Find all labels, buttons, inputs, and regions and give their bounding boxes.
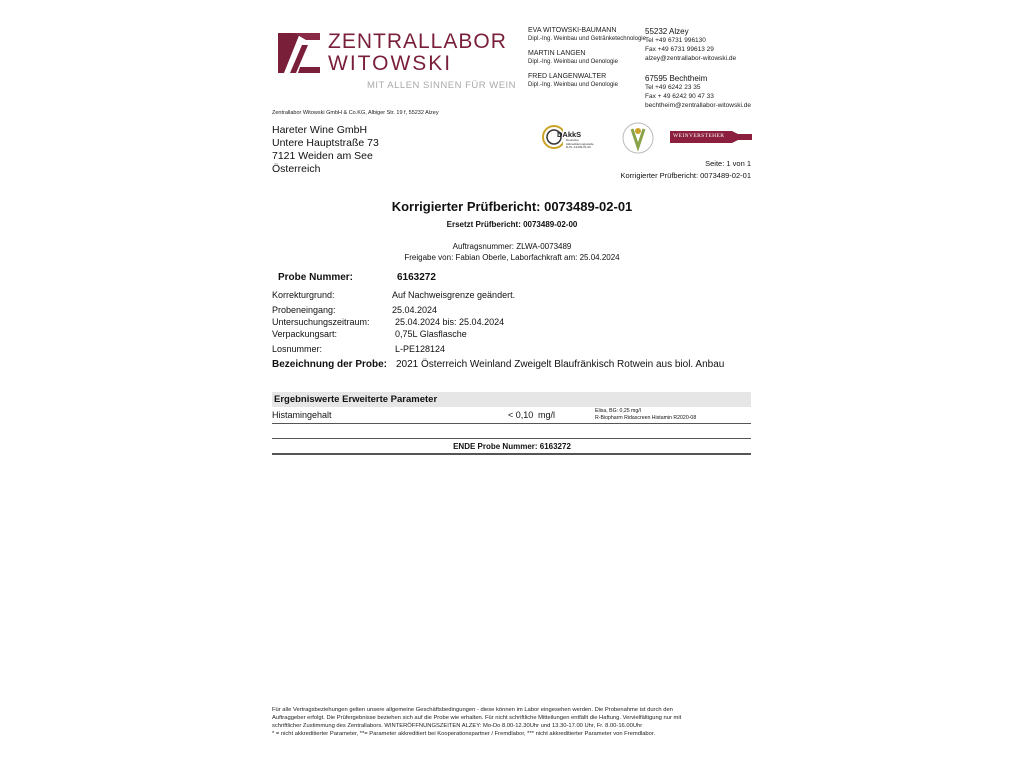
alzey-fax: Fax +49 6731 99613 29 [645,46,714,53]
weinversteher-label: WEINVERSTEHER [673,133,725,139]
zentrallabor-logo-icon [276,31,322,75]
sample-number-label: Probe Nummer: [278,272,354,283]
parameter-method [595,408,696,421]
dakks-label: DAkkS [557,130,582,139]
sample-receipt-label: Probeneingang: [272,305,336,315]
parameter-name: Histamingehalt [272,410,332,420]
sender-address-line: Zentrallabor Witowski GmbH & Co.KG, Albiger Str. 19 f, 55232 Alzey [272,110,439,116]
bechtheim-tel: Tel +49 6242 23 35 [645,84,701,91]
order-number: Auftragsnummer: ZLWA-0073489 [452,242,572,251]
test-period-value: 25.04.2024 bis: 25.04.2024 [395,317,505,327]
page-number: Seite: 1 von 1 [705,159,751,168]
results-divider [272,423,751,424]
designation-label: Bezeichnung der Probe: [272,359,388,370]
parameter-value: < 0,10 [508,410,534,420]
lot-number-value: L-PE128124 [395,344,446,354]
method-line-2: R-Biopharm Ridascreen Histamin R2020-08 [595,414,697,421]
end-top-divider [272,438,751,439]
correction-reason-label: Korrekturgrund: [272,290,335,300]
parameter-unit: mg/l [538,410,556,420]
footer-line-4: * = nicht akkreditierter Parameter, **= Parameter akkreditiert bei Kooperationspartner / Fremdlabor, *** nicht akkreditierter Parameter von Fremdlabor. [272,731,656,737]
logo-tagline: MIT ALLEN SINNEN FÜR WEIN [367,80,517,91]
person-name-1: EVA WITOWSKI-BAUMANN [528,27,617,34]
dakks-sub-3: D-PL-14439-01-00 [566,145,591,149]
wine-seal-icon [620,121,656,155]
person-title-3: Dipl.-Ing. Weinbau und Oenologie [528,82,618,88]
person-name-3: FRED LANGENWALTER [528,73,607,80]
recipient-line-4: Österreich [272,163,321,175]
footer-line-1: Für alle Vertragsbeziehungen gelten unsere allgemeine Geschäftsbedingungen - diese können im Labor eingesehen werden. Die Probenahme ist durch den [272,707,673,713]
recipient-line-1: Hareter Wine GmbH [272,124,368,136]
dakks-subtext [566,139,594,150]
dakks-logo [541,124,601,154]
sample-number-value: 6163272 [397,272,436,283]
footer-line-2: Auftraggeber erfolgt. Die Prüfergebnisse beziehen sich auf die Probe wie erhalten. Für nicht schriftliche Mitteilungen entfällt die Haftung. Vervielfältigung nur mit [272,715,682,721]
dakks-sub-2: Akkreditierungsstelle [566,141,594,146]
recipient-line-3: 7121 Weiden am See [272,150,373,162]
sample-receipt-value: 25.04.2024 [392,305,438,315]
end-bottom-divider [272,453,751,455]
person-title-1: Dipl.-Ing. Weinbau und Getränketechnologie [528,36,646,42]
release-info: Freigabe von: Fabian Oberle, Laborfachkraft am: 25.04.2024 [404,253,620,262]
person-name-2: MARTIN LANGEN [528,50,586,57]
alzey-tel: Tel +49 6731 996130 [645,37,706,44]
results-section-title: Ergebniswerte Erweiterte Parameter [274,394,438,405]
logo-title-line2: WITOWSKI [328,52,453,75]
packaging-value: 0,75L Glasflasche [395,329,467,339]
weinversteher-logo [670,129,752,145]
bechtheim-fax: Fax + 49 6242 90 47 33 [645,93,714,100]
designation-value: 2021 Österreich Weinland Zweigelt Blaufränkisch Rotwein aus biol. Anbau [396,359,725,370]
recipient-address [272,124,379,176]
replaces-report: Ersetzt Prüfbericht: 0073489-02-00 [446,220,578,229]
logo-title-line1: ZENTRALLABOR [328,30,507,53]
method-line-1: Elisa, BG: 0,25 mg/l [595,408,641,414]
bechtheim-email[interactable]: bechtheim@zentrallabor-witowski.de [645,102,751,109]
report-reference: Korrigierter Prüfbericht: 0073489-02-01 [620,171,751,180]
person-title-2: Dipl.-Ing. Weinbau und Oenologie [528,59,618,65]
packaging-label: Verpackungsart: [272,329,338,339]
report-title: Korrigierter Prüfbericht: 0073489-02-01 [391,199,633,214]
test-period-label: Untersuchungszeitraum: [272,317,370,327]
correction-reason-value: Auf Nachweisgrenze geändert. [392,290,516,300]
end-sample-line: ENDE Probe Nummer: 6163272 [453,442,571,451]
dakks-sub-1: Deutsche [566,138,579,142]
alzey-email[interactable]: alzey@zentrallabor-witowski.de [645,55,737,62]
footer-terms [272,706,752,738]
bechtheim-city: 67595 Bechtheim [645,74,708,83]
recipient-line-2: Untere Hauptstraße 73 [272,137,379,149]
lot-number-label: Losnummer: [272,344,323,354]
alzey-city: 55232 Alzey [645,27,689,36]
footer-line-3: schriftlicher Zustimmung des Zentrallabors. WINTERÖFFNUNGSZEITEN ALZEY: Mo-Do 8.00-12.30Uhr und 13.30-17.00 Uhr, Fr. 8.00-16.00Uhr [272,723,643,729]
